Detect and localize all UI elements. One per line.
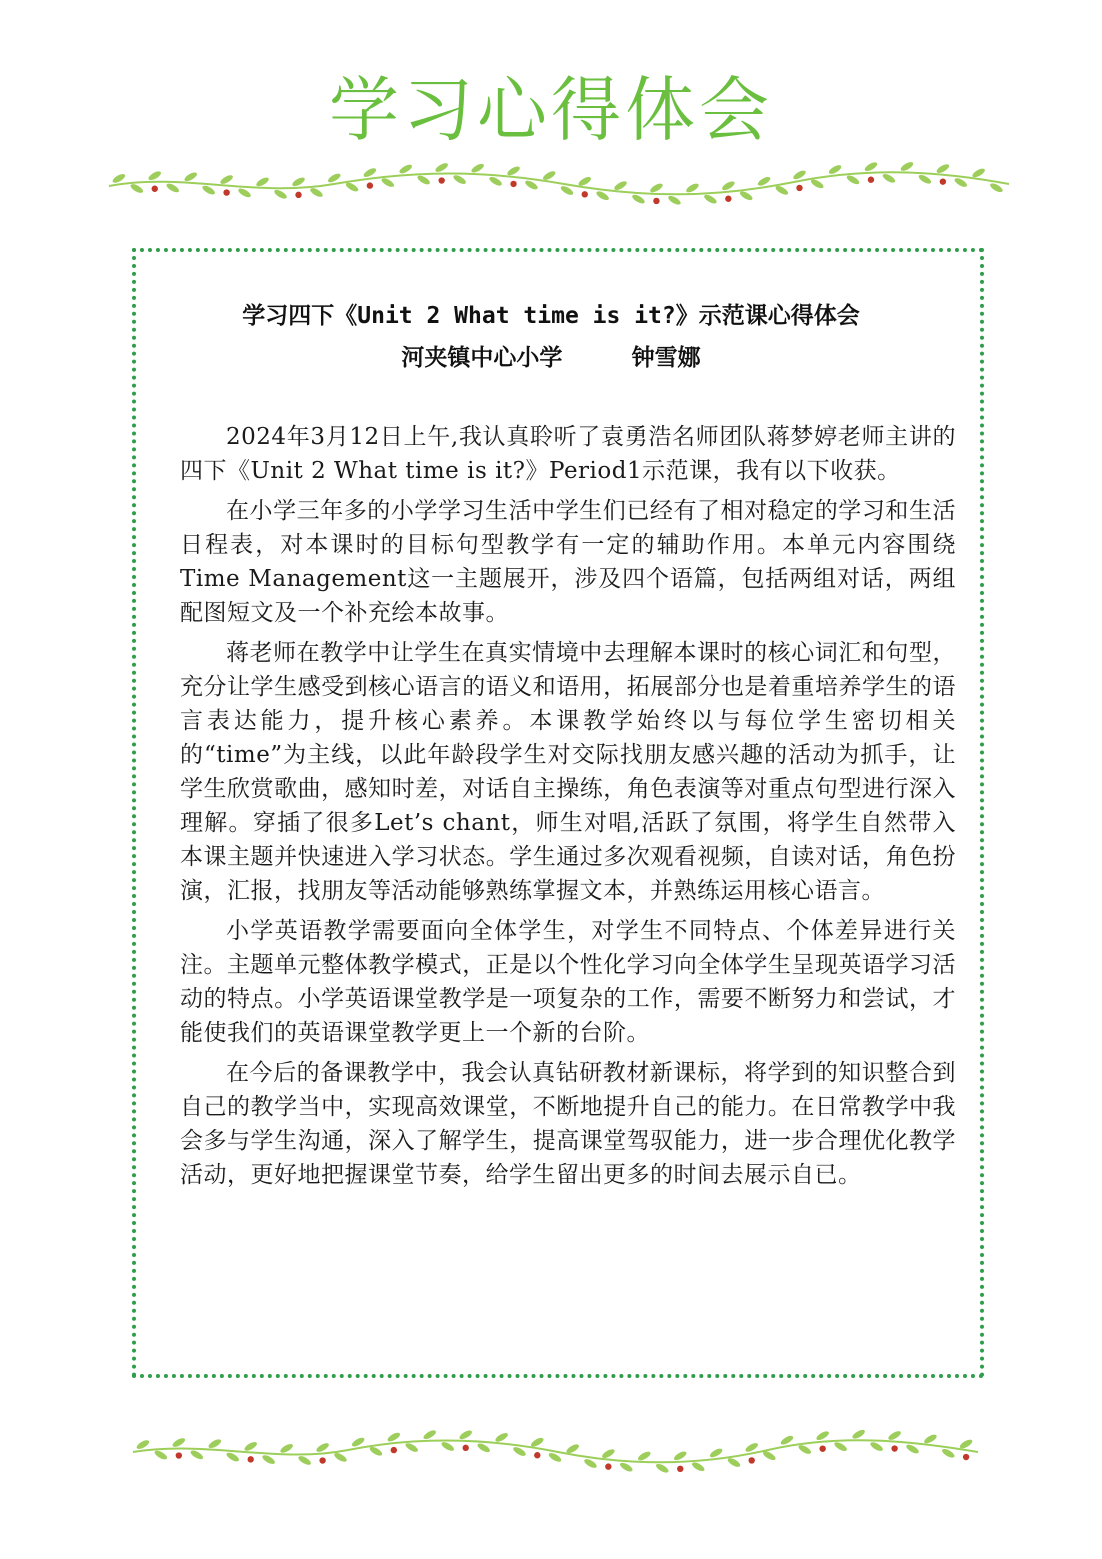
vine-leaf: [815, 1430, 830, 1442]
body-paragraph: 在今后的备课教学中，我会认真钻研教材新课标，将学到的知识整合到自己的教学当中，实现高效课堂，不断地提升自己的能力。在日常教学中我会多与学生沟通，深入了解学生，提高课堂驾驭能力，进一步合理优化教学活动，更好地把握课堂节奏，给学生留出更多的时间去展示自已。: [180, 1060, 956, 1188]
vine-leaf: [470, 162, 485, 174]
vine-leaf: [315, 1441, 330, 1453]
vine-leaf: [219, 173, 234, 185]
vine-leaf: [613, 180, 628, 192]
vine-leaf: [863, 161, 878, 173]
vine-leaf: [297, 1454, 312, 1466]
vine-leaf: [243, 1440, 258, 1452]
vine-leaf: [845, 174, 860, 186]
vine-leaf: [583, 1457, 598, 1469]
vine-flower: [940, 178, 946, 184]
vine-flower: [868, 177, 874, 183]
vine-leaf: [380, 176, 395, 188]
vine-leaf: [833, 1441, 848, 1453]
vine-flower: [295, 192, 301, 198]
document-title: 学习四下《Unit 2 What time is it?》示范课心得体会: [242, 303, 860, 329]
vine-leaf: [273, 188, 288, 200]
vine-flower: [605, 1463, 611, 1469]
vine-flower: [963, 1454, 969, 1460]
vine-leaf: [135, 1439, 150, 1451]
vine-flower: [391, 1447, 397, 1453]
vine-flower: [438, 177, 444, 183]
vine-leaf: [488, 175, 503, 187]
vine-leaf: [703, 193, 718, 205]
vine-leaf: [923, 1433, 938, 1445]
vine-leaf: [261, 1454, 276, 1466]
vine-leaf: [291, 176, 306, 188]
vine-leaf: [917, 173, 932, 185]
vine-leaf: [434, 161, 449, 173]
vine-leaf: [905, 1443, 920, 1455]
vine-leaf: [881, 172, 896, 184]
vine-leaf: [416, 174, 431, 186]
vine-leaf: [797, 1443, 812, 1455]
vine-leaf: [887, 1429, 902, 1441]
vine-leaf: [362, 166, 377, 178]
body-paragraph: 2024年3月12日上午,我认真聆听了袁勇浩名师团队蒋梦婷老师主讲的四下《Unit 2 What time is it?》Period1示范课，我有以下收获。: [180, 424, 956, 484]
vine-leaf: [171, 1436, 186, 1448]
vine-flower: [653, 198, 659, 204]
vine-decoration-bottom: [128, 1420, 984, 1480]
vine-leaf: [452, 173, 467, 185]
vine-leaf: [386, 1431, 401, 1443]
vine-leaf: [685, 182, 700, 194]
vine-flower: [319, 1457, 325, 1463]
vine-leaf: [619, 1461, 634, 1473]
vine-leaf: [153, 1449, 168, 1461]
vine-leaf: [631, 193, 646, 205]
vine-leaf: [721, 180, 736, 192]
body-paragraph: 蒋老师在教学中让学生在真实情境中去理解本课时的核心词汇和句型，充分让学生感受到核心语言的语义和语用，拓展部分也是着重培养学生的语言表达能力，提升核心素养。本课教学始终以与每位学生密切相关的“time”为主线，以此年龄段学生对交际找朋友感兴趣的活动为抓手，让学生欣赏歌曲，感知时差，对话自主操练，角色表演等对重点句型进行深入理解。穿插了很多Let’s chant，师生对唱,活跃了氛围，将学生自然带入本课主题并快速进入学习状态。学生通过多次观看视频，自读对话，角色扮演，汇报，找朋友等活动能够熟练掌握文本，并熟练运用核心语言。: [180, 640, 956, 904]
vine-leaf: [476, 1442, 491, 1454]
vine-leaf: [183, 171, 198, 183]
page-header-title: 学习心得体会: [329, 69, 773, 151]
vine-leaf: [279, 1442, 294, 1454]
vine-leaf: [673, 1450, 688, 1462]
vine-flower: [223, 189, 229, 195]
vine-leaf: [458, 1429, 473, 1441]
vine-flower: [748, 1457, 754, 1463]
vine-leaf: [147, 170, 162, 182]
vine-decoration-top: [104, 152, 1014, 212]
vine-flower: [463, 1445, 469, 1451]
vine-leaf: [935, 163, 950, 175]
vine-flower: [247, 1456, 253, 1462]
vine-leaf: [637, 1450, 652, 1462]
vine-leaf: [237, 187, 252, 199]
vine-leaf: [494, 1431, 509, 1443]
vine-flower: [677, 1466, 683, 1472]
vine-flower: [510, 181, 516, 187]
vine-leaf: [649, 182, 664, 194]
vine-leaf: [828, 163, 843, 175]
vine-leaf: [595, 190, 610, 202]
vine-flower: [796, 185, 802, 191]
vine-leaf: [404, 1441, 419, 1453]
vine-leaf: [869, 1441, 884, 1453]
vine-leaf: [225, 1451, 240, 1463]
document-author-line: 河夹镇中心小学 钟雪娜: [401, 345, 701, 371]
vine-leaf: [111, 172, 126, 184]
vine-leaf: [899, 160, 914, 172]
vine-leaf: [691, 1461, 706, 1473]
vine-flower: [152, 186, 158, 192]
vine-flower: [176, 1452, 182, 1458]
vine-flower: [367, 182, 373, 188]
vine-flower: [582, 191, 588, 197]
vine-leaf: [667, 194, 682, 206]
document-body: [180, 420, 956, 1198]
vine-leaf: [440, 1440, 455, 1452]
vine-leaf: [189, 1449, 204, 1461]
body-paragraph: 在小学三年多的小学学习生活中学生们已经有了相对稳定的学习和生活日程表，对本课时的目标句型教学有一定的辅助作用。本单元内容围绕 Time Management这一主题展开，涉及四个语篇，包括两组对话，两组配图短文及一个补充绘本故事。: [180, 498, 956, 626]
vine-leaf: [207, 1438, 222, 1450]
vine-flower: [819, 1445, 825, 1451]
vine-leaf: [739, 190, 754, 202]
vine-flower: [534, 1452, 540, 1458]
vine-leaf: [255, 176, 270, 188]
vine-leaf: [851, 1428, 866, 1440]
vine-flower: [891, 1445, 897, 1451]
vine-leaf: [655, 1462, 670, 1474]
vine-leaf: [601, 1448, 616, 1460]
vine-leaf: [129, 182, 144, 194]
vine-leaf: [953, 176, 968, 188]
vine-leaf: [398, 163, 413, 175]
vine-leaf: [201, 184, 216, 196]
body-paragraph: 小学英语教学需要面向全体学生，对学生不同特点、个体差异进行关注。主题单元整体教学模式，正是以个性化学习向全体学生呈现英语学习活动的特点。小学英语课堂教学是一项复杂的工作，需要不断努力和尝试，才能使我们的英语课堂教学更上一个新的台阶。: [180, 918, 956, 1046]
vine-leaf: [422, 1429, 437, 1441]
vine-leaf: [165, 182, 180, 194]
vine-leaf: [309, 186, 324, 198]
vine-leaf: [709, 1447, 724, 1459]
vine-leaf: [506, 165, 521, 177]
vine-flower: [725, 196, 731, 202]
